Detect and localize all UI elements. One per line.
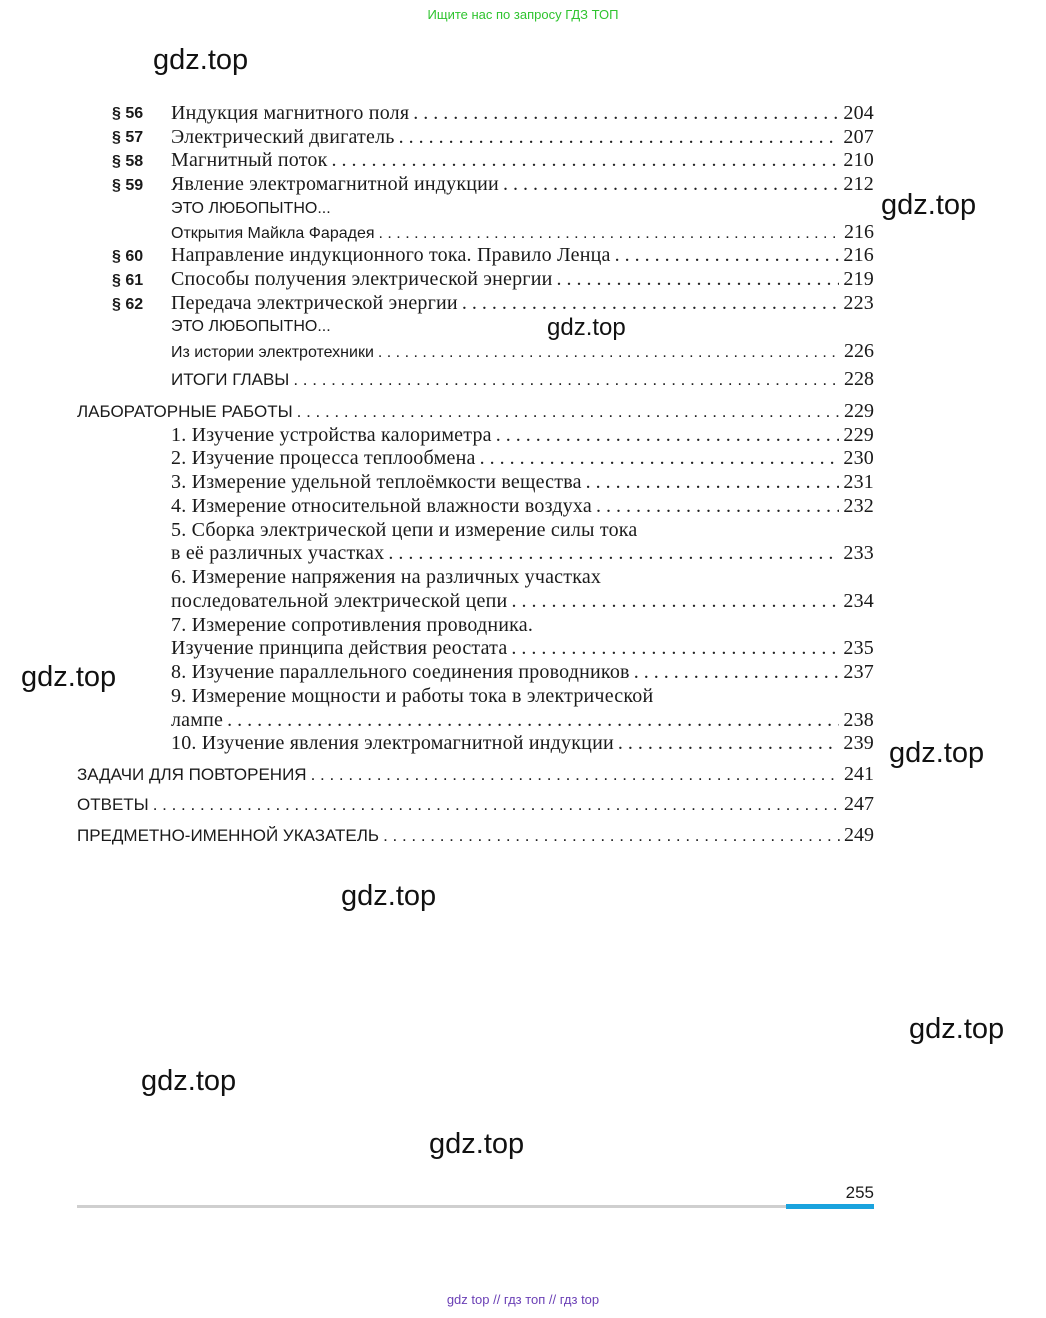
toc-title: ЛАБОРАТОРНЫЕ РАБОТЫ bbox=[77, 402, 293, 421]
dot-leader bbox=[413, 102, 839, 125]
dot-leader bbox=[311, 765, 840, 785]
toc-entry bbox=[77, 793, 874, 816]
toc-title: ОТВЕТЫ bbox=[77, 795, 149, 814]
toc-page: 237 bbox=[843, 661, 874, 683]
toc-label bbox=[171, 200, 331, 218]
dot-leader bbox=[634, 661, 840, 684]
section-number: § 58 bbox=[112, 153, 144, 170]
section-number: § 62 bbox=[112, 296, 144, 313]
section-number: § 56 bbox=[112, 105, 144, 122]
toc-entry bbox=[171, 709, 874, 732]
footer-rule bbox=[77, 1205, 786, 1208]
toc-title: ЗАДАЧИ ДЛЯ ПОВТОРЕНИЯ bbox=[77, 765, 307, 784]
toc-title: Способы получения электрической энергии bbox=[171, 268, 553, 290]
toc-label-text: ЭТО ЛЮБОПЫТНО... bbox=[171, 318, 331, 335]
dot-leader bbox=[378, 344, 840, 362]
dot-leader bbox=[153, 795, 840, 815]
toc-page: 235 bbox=[843, 637, 874, 659]
toc-page: 231 bbox=[843, 471, 874, 493]
toc-entry bbox=[77, 763, 874, 786]
section-number: § 60 bbox=[112, 248, 144, 265]
watermark: gdz.top bbox=[341, 880, 437, 912]
toc-title: 10. Изучение явления электромагнитной индукции bbox=[171, 732, 614, 754]
toc-page: 216 bbox=[843, 244, 874, 266]
toc-page: 230 bbox=[843, 447, 874, 469]
dot-leader bbox=[332, 149, 840, 172]
toc-entry bbox=[171, 126, 874, 149]
toc-title: ИТОГИ ГЛАВЫ bbox=[171, 370, 290, 389]
toc-entry bbox=[171, 368, 874, 391]
toc-title: Передача электрической энергии bbox=[171, 292, 458, 314]
toc-page: 229 bbox=[843, 424, 874, 446]
dot-leader bbox=[379, 225, 840, 243]
toc-page: 210 bbox=[843, 149, 874, 171]
watermark: gdz.top bbox=[141, 1065, 237, 1097]
dot-leader bbox=[383, 826, 840, 846]
dot-leader bbox=[297, 402, 840, 422]
top-banner: Ищите нас по запросу ГДЗ ТОП bbox=[427, 7, 619, 22]
toc-title: ПРЕДМЕТНО-ИМЕННОЙ УКАЗАТЕЛЬ bbox=[77, 826, 380, 845]
toc-entry bbox=[171, 244, 874, 267]
toc-entry bbox=[171, 447, 874, 470]
dot-leader bbox=[462, 292, 840, 315]
toc-entry bbox=[171, 542, 874, 565]
dot-leader bbox=[480, 447, 840, 470]
section-number: § 57 bbox=[112, 129, 144, 146]
toc-title: 3. Измерение удельной теплоёмкости вещества bbox=[171, 471, 582, 493]
dot-leader bbox=[388, 542, 839, 565]
toc-page: 247 bbox=[844, 793, 874, 815]
toc-entry bbox=[171, 471, 874, 494]
watermark: gdz.top bbox=[21, 661, 117, 693]
toc-entry-line bbox=[171, 566, 601, 589]
toc-title: в её различных участках bbox=[171, 542, 385, 564]
toc-page: 234 bbox=[843, 590, 874, 612]
toc-entry-line bbox=[171, 519, 637, 542]
watermark: gdz.top bbox=[889, 737, 985, 769]
dot-leader bbox=[511, 590, 839, 613]
toc-entry-line bbox=[171, 614, 533, 637]
toc-entry bbox=[171, 221, 874, 244]
toc-entry bbox=[171, 424, 874, 447]
toc-title: 4. Измерение относительной влажности воздуха bbox=[171, 495, 592, 517]
dot-leader bbox=[596, 495, 839, 518]
toc-page: 239 bbox=[843, 732, 874, 754]
toc-entry bbox=[171, 637, 874, 660]
toc-page: 216 bbox=[844, 221, 874, 243]
watermark: gdz.top bbox=[909, 1013, 1005, 1045]
toc-page: 249 bbox=[844, 824, 874, 846]
dot-leader bbox=[399, 126, 840, 149]
toc-page: 241 bbox=[844, 763, 874, 785]
toc-entry-line bbox=[171, 685, 653, 708]
watermark: gdz.top bbox=[881, 189, 977, 221]
toc-entry bbox=[171, 590, 874, 613]
section-number: § 59 bbox=[112, 177, 144, 194]
toc-title-line: 5. Сборка электрической цепи и измерение силы тока bbox=[171, 519, 638, 541]
dot-leader bbox=[615, 244, 840, 267]
toc-entry bbox=[77, 824, 874, 847]
dot-leader bbox=[496, 424, 840, 447]
toc-title-line: 7. Измерение сопротивления проводника. bbox=[171, 614, 534, 636]
toc-title: Магнитный поток bbox=[171, 149, 328, 171]
toc-entry bbox=[171, 149, 874, 172]
toc-entry bbox=[171, 732, 874, 755]
dot-leader bbox=[293, 370, 840, 390]
dot-leader bbox=[618, 732, 840, 755]
toc-title: последовательной электрической цепи bbox=[171, 590, 508, 612]
toc-page: 207 bbox=[843, 126, 874, 148]
toc-title-line: 9. Измерение мощности и работы тока в электрической bbox=[171, 685, 654, 707]
toc-entry bbox=[171, 661, 874, 684]
toc-label-text: ЭТО ЛЮБОПЫТНО... bbox=[171, 200, 331, 217]
toc-title: 8. Изучение параллельного соединения проводников bbox=[171, 661, 630, 683]
dot-leader bbox=[503, 173, 839, 196]
toc-label bbox=[171, 318, 331, 336]
watermark: gdz.top bbox=[429, 1128, 525, 1160]
toc-page: 204 bbox=[843, 102, 874, 124]
toc-page: 223 bbox=[843, 292, 874, 314]
page-number: 255 bbox=[845, 1183, 874, 1202]
toc-title: Изучение принципа действия реостата bbox=[171, 637, 508, 659]
toc-page: 212 bbox=[843, 173, 874, 195]
toc-title: Индукция магнитного поля bbox=[171, 102, 410, 124]
section-number: § 61 bbox=[112, 272, 144, 289]
dot-leader bbox=[511, 637, 839, 660]
footer-rule-accent bbox=[786, 1204, 874, 1209]
toc-title: Из истории электротехники bbox=[171, 344, 374, 361]
toc-entry bbox=[171, 340, 874, 363]
toc-page: 232 bbox=[843, 495, 874, 517]
toc-page: 229 bbox=[844, 400, 874, 422]
watermark: gdz.top bbox=[153, 44, 249, 76]
toc-title: лампе bbox=[171, 709, 224, 731]
toc-entry bbox=[171, 102, 874, 125]
toc-entry bbox=[171, 292, 874, 315]
toc-entry bbox=[171, 173, 874, 196]
dot-leader bbox=[557, 268, 840, 291]
toc-page: 228 bbox=[844, 368, 874, 390]
toc-title-line: 6. Измерение напряжения на различных участках bbox=[171, 566, 602, 588]
toc-title: Электрический двигатель bbox=[171, 126, 395, 148]
toc-title: 2. Изучение процесса теплообмена bbox=[171, 447, 476, 469]
toc-title: Явление электромагнитной индукции bbox=[171, 173, 499, 195]
toc-page: 233 bbox=[843, 542, 874, 564]
toc-title: Открытия Майкла Фарадея bbox=[171, 225, 375, 242]
toc-title: 1. Изучение устройства калориметра bbox=[171, 424, 492, 446]
dot-leader bbox=[586, 471, 840, 494]
watermark: gdz.top bbox=[547, 314, 626, 341]
toc-page: 219 bbox=[843, 268, 874, 290]
toc-entry bbox=[171, 495, 874, 518]
toc-page: 238 bbox=[843, 709, 874, 731]
toc-entry bbox=[171, 268, 874, 291]
toc-title: Направление индукционного тока. Правило Ленца bbox=[171, 244, 611, 266]
dot-leader bbox=[227, 709, 839, 732]
toc-entry bbox=[77, 400, 874, 423]
toc-page: 226 bbox=[844, 340, 874, 362]
footer-links: gdz top // гдз топ // гдз top bbox=[446, 1292, 600, 1307]
